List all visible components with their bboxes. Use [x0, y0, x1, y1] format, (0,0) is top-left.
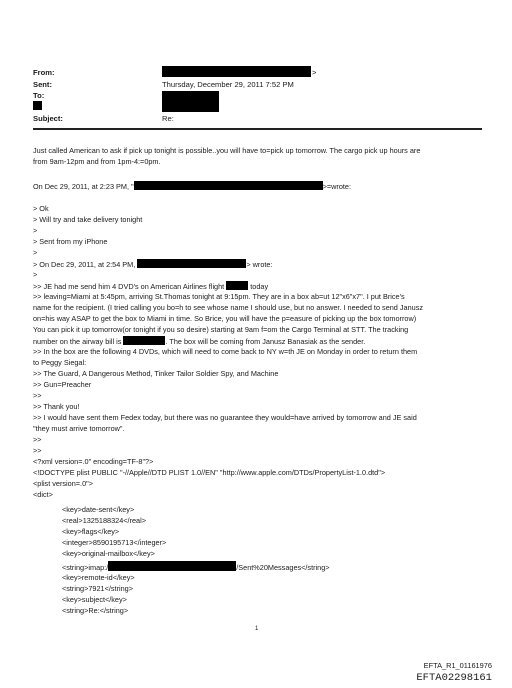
quote-line: > — [33, 248, 38, 257]
body-line: to Peggy Siegal: — [33, 358, 87, 367]
to-label: To: — [33, 91, 45, 100]
body-line: >> Gun=Preacher — [33, 380, 92, 389]
imap-text: <string>imap:/ — [62, 563, 109, 572]
xml-line: <key>remote-id</key> — [62, 573, 135, 582]
airway-redaction — [123, 336, 165, 345]
xml-line: <dict> — [33, 490, 53, 499]
quote-line: > — [33, 270, 38, 279]
xml-line: <plist version=.0"> — [33, 479, 93, 488]
sent-value: Thursday, December 29, 2011 7:52 PM — [162, 80, 294, 89]
from-suffix: > — [312, 68, 317, 77]
xml-line: <integer>8590195713</integer> — [62, 538, 167, 547]
page-number: 1 — [255, 626, 259, 632]
body-line: "they must arrive tomorrow". — [33, 424, 125, 433]
reply-header-suffix: >=wrote: — [322, 182, 352, 191]
nested-reply-text: > On Dec 29, 2011, at 2:54 PM, — [33, 260, 136, 269]
from-label: From: — [33, 68, 55, 77]
quote-line: > — [33, 226, 38, 235]
flight-suffix: today — [250, 282, 269, 291]
body-line: >> — [33, 435, 42, 444]
quote-line: > Will try and take delivery tonight — [33, 215, 143, 224]
imap-line — [62, 561, 330, 572]
body-line: >> Thank you! — [33, 402, 80, 411]
body-line: name for the recipient. (I tried calling you bo=h to see whose name I should use, but no answer. I needed to send Janusz — [33, 303, 424, 312]
header-divider — [33, 128, 482, 130]
body-line: from 9am-12pm and from 1pm-4:=0pm. — [33, 157, 161, 166]
reply-header-line — [33, 181, 351, 191]
xml-line: <string>7921</string> — [62, 584, 133, 593]
nested-reply-suffix: > wrote: — [246, 260, 273, 269]
body-line: >> — [33, 446, 42, 455]
xml-line: <key>flags</key> — [62, 527, 120, 536]
imap-redaction — [108, 561, 236, 571]
nested-reply-header — [33, 259, 273, 269]
sender-redaction — [137, 259, 246, 268]
efta-large-stamp: EFTA02298161 — [416, 672, 492, 684]
airway-line — [33, 336, 365, 346]
reply-header-text: On Dec 29, 2011, at 2:23 PM, " — [33, 182, 134, 191]
xml-line: <key>date-sent</key> — [62, 505, 135, 514]
airway-suffix: . The box will be coming from Janusz Banasiak as the sender. — [165, 337, 366, 346]
subject-label: Subject: — [33, 114, 63, 123]
flight-redaction — [226, 281, 248, 290]
xml-line: <key>original-mailbox</key> — [62, 549, 155, 558]
body-line: You can pick it up tomorrow(or tonight if you so desire) starting at 9am f=om the Cargo Terminal at STT. The tracking — [33, 325, 409, 334]
body-line: >> The Guard, A Dangerous Method, Tinker Tailor Soldier Spy, and Machine — [33, 369, 279, 378]
quote-line: > Ok — [33, 204, 49, 213]
sender-redaction — [134, 181, 323, 190]
imap-suffix: /Sent%20Messages</string> — [236, 563, 330, 572]
to-redaction — [162, 91, 219, 112]
body-line: >> leaving=Miami at 5:45pm, arriving St.Thomas tonight at 9:15pm. They are in a box ab=ut 12"x6"x7". I put Brice's — [33, 292, 405, 301]
xml-line: <key>subject</key> — [62, 595, 127, 604]
body-line: on=his way ASAP to get the box to Miami in time. So Brice, you will have the p=easure of picking up the box tomorrow) — [33, 314, 417, 323]
to-redaction-small — [33, 101, 42, 110]
body-line: >> — [33, 391, 42, 400]
body-line: >> I would have sent them Fedex today, but there was no guarantee they would=have arrived by tomorrow and JE said — [33, 413, 417, 422]
subject-value: Re: — [162, 114, 174, 123]
efta-small-stamp: EFTA_R1_01161976 — [423, 661, 492, 670]
quote-line: > Sent from my iPhone — [33, 237, 108, 246]
xml-line: <string>Re:</string> — [62, 606, 129, 615]
flight-line — [33, 281, 268, 291]
airway-text: number on the airway bill is — [33, 337, 122, 346]
sent-label: Sent: — [33, 80, 52, 89]
body-line: Just called American to ask if pick up tonight is possible..you will have to=pick up tomorrow. The cargo pick up hours are — [33, 146, 421, 155]
xml-line: <?xml version=.0" encoding=TF-8"?> — [33, 457, 154, 466]
body-line: >> In the box are the following 4 DVDs, which will need to come back to NY w=th JE on Monday in order to return them — [33, 347, 418, 356]
xml-line: <!DOCTYPE plist PUBLIC "-//Apple//DTD PLIST 1.0//EN" "http://www.apple.com/DTDs/PropertyList-1.0.dtd"> — [33, 468, 386, 477]
xml-line: <real>1325188324</real> — [62, 516, 146, 525]
from-redaction — [162, 66, 311, 77]
flight-text: >> JE had me send him 4 DVD's on American Airlines flight — [33, 282, 225, 291]
